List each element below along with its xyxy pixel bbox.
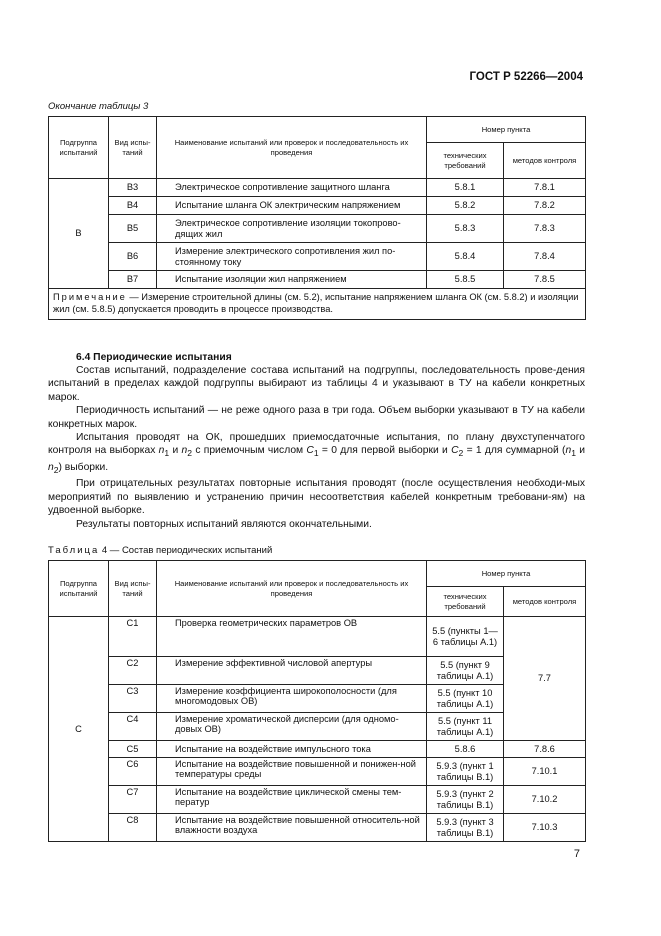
col-kind-header: Вид испы-таний xyxy=(109,561,157,617)
req-cell: 5.9.3 (пункт 3 таблицы В.1) xyxy=(427,814,504,842)
col-clause-header: Номер пункта xyxy=(427,561,586,587)
req-cell: 5.8.2 xyxy=(427,197,504,215)
kind-cell: С8 xyxy=(109,814,157,842)
kind-cell: С5 xyxy=(109,741,157,758)
paragraph xyxy=(48,431,585,477)
table4-caption xyxy=(48,545,272,556)
subscript: 1 xyxy=(164,448,170,459)
name-cell: Испытание на воздействие повышенной и понижен-ной температуры среды xyxy=(157,758,427,786)
symbol: C xyxy=(306,445,314,457)
caption-label: Таблица xyxy=(48,545,100,556)
col-kind-header: Вид испы-таний xyxy=(109,117,157,179)
table3-caption: Окончание таблицы 3 xyxy=(48,101,149,112)
text: = 1 для суммарной ( xyxy=(463,445,566,457)
text: ) выборки. xyxy=(58,461,109,473)
kind-cell: С4 xyxy=(109,713,157,741)
table-row xyxy=(49,786,586,814)
name-cell: Испытание шланга ОК электрическим напряжением xyxy=(157,197,427,215)
note-label: Примечание xyxy=(53,292,127,302)
name-cell: Испытание на воздействие повышенной относитель-ной влажности воздуха xyxy=(157,814,427,842)
text: Испытания проводят на ОК, прошедших приемосдаточные испытания, по плану двухступенчатого контроля на выборках xyxy=(48,432,585,457)
caption-text: 4 — Состав периодических испытаний xyxy=(99,545,273,556)
col-method-header: методов контроля xyxy=(504,587,586,617)
table-row xyxy=(49,617,586,657)
table3-note xyxy=(49,289,586,320)
method-cell: 7.8.5 xyxy=(504,271,586,289)
paragraph: Результаты повторных испытаний являются окончательными. xyxy=(76,518,372,530)
table-row xyxy=(49,814,586,842)
subscript: 2 xyxy=(53,464,59,475)
symbol: n xyxy=(158,445,165,457)
name-cell: Измерение коэффициента широкополосности (для многомодовых ОВ) xyxy=(157,685,427,713)
method-cell: 7.8.4 xyxy=(504,243,586,271)
group-cell: В xyxy=(49,179,109,289)
kind-cell: В5 xyxy=(109,215,157,243)
name-cell: Испытание на воздействие циклической смены тем-ператур xyxy=(157,786,427,814)
note-text: — Измерение строительной длины (см. 5.2), испытание напряжением шланга ОК (см. 5.8.2) и изоляции жил (см. 5.8.5) допускается проводить в процессе производства. xyxy=(53,292,579,314)
col-method-header: методов контроля xyxy=(504,143,586,179)
subscript: 1 xyxy=(313,448,319,459)
table-row xyxy=(49,271,586,289)
req-cell: 5.5 (пункт 11 таблицы А.1) xyxy=(427,713,504,741)
kind-cell: С1 xyxy=(109,617,157,657)
name-cell: Испытание на воздействие импульсного тока xyxy=(157,741,427,758)
method-cell: 7.8.2 xyxy=(504,197,586,215)
req-cell: 5.5 (пункт 10 таблицы А.1) xyxy=(427,685,504,713)
paragraph: Периодичность испытаний — не реже одного раза в три года. Объем выборки указывают в ТУ на кабели конкретных марок. xyxy=(48,405,585,430)
name-cell: Измерение эффективной числовой апертуры xyxy=(157,657,427,685)
merged-method-cell: 7.7 xyxy=(504,617,586,741)
req-cell: 5.8.3 xyxy=(427,215,504,243)
section-title: 6.4 Периодические испытания xyxy=(76,352,232,363)
symbol: n xyxy=(565,445,572,457)
document-id: ГОСТ Р 52266—2004 xyxy=(469,71,583,83)
symbol: n xyxy=(48,461,54,473)
method-cell: 7.8.1 xyxy=(504,179,586,197)
symbol: C xyxy=(451,445,459,457)
method-cell: 7.10.1 xyxy=(504,758,586,786)
col-clause-header: Номер пункта xyxy=(427,117,586,143)
req-cell: 5.8.5 xyxy=(427,271,504,289)
table-row xyxy=(49,741,586,758)
section-body xyxy=(48,364,585,531)
req-cell: 5.8.1 xyxy=(427,179,504,197)
kind-cell: С3 xyxy=(109,685,157,713)
kind-cell: В6 xyxy=(109,243,157,271)
method-cell: 7.8.6 xyxy=(504,741,586,758)
table-row xyxy=(49,215,586,243)
req-cell: 5.5 (пункт 9 таблицы А.1) xyxy=(427,657,504,685)
col-name-header: Наименование испытаний или проверок и последовательность их проведения xyxy=(157,117,427,179)
text: = 0 для первой выборки и xyxy=(318,445,452,457)
subscript: 2 xyxy=(458,448,464,459)
col-req-header: технических требований xyxy=(427,587,504,617)
symbol: n xyxy=(181,445,188,457)
col-name-header: Наименование испытаний или проверок и последовательность их проведения xyxy=(157,561,427,617)
text: и xyxy=(169,445,182,457)
kind-cell: С6 xyxy=(109,758,157,786)
text: с приемочным числом xyxy=(192,445,307,457)
table-row xyxy=(49,197,586,215)
method-cell: 7.10.3 xyxy=(504,814,586,842)
subscript: 2 xyxy=(187,448,193,459)
kind-cell: С2 xyxy=(109,657,157,685)
col-req-header: технических требований xyxy=(427,143,504,179)
name-cell: Измерение электрического сопротивления жил по-стоянному току xyxy=(157,243,427,271)
name-cell: Проверка геометрических параметров ОВ xyxy=(157,617,427,657)
method-cell: 7.10.2 xyxy=(504,786,586,814)
subscript: 1 xyxy=(571,448,576,459)
name-cell: Электрическое сопротивление защитного шланга xyxy=(157,179,427,197)
kind-cell: В4 xyxy=(109,197,157,215)
req-cell: 5.8.4 xyxy=(427,243,504,271)
name-cell: Измерение хроматической дисперсии (для одномо-довых ОВ) xyxy=(157,713,427,741)
req-cell: 5.8.6 xyxy=(427,741,504,758)
group-cell: С xyxy=(49,617,109,842)
kind-cell: В3 xyxy=(109,179,157,197)
col-group-header: Подгруппа испытаний xyxy=(49,561,109,617)
col-group-header: Подгруппа испытаний xyxy=(49,117,109,179)
table3 xyxy=(48,116,586,320)
paragraph: Состав испытаний, подразделение состава испытаний на подгруппы, последовательность прове-дения испытаний в пределах каждой подгруппы выбирают из таблицы 4 и указывают в ТУ на кабели конкретных марок. xyxy=(48,365,585,403)
kind-cell: В7 xyxy=(109,271,157,289)
req-cell: 5.9.3 (пункт 1 таблицы В.1) xyxy=(427,758,504,786)
req-cell: 5.5 (пункты 1—6 таблицы А.1) xyxy=(427,617,504,657)
table-row xyxy=(49,179,586,197)
method-cell: 7.8.3 xyxy=(504,215,586,243)
page-number: 7 xyxy=(573,848,580,860)
paragraph: При отрицательных результатах повторные испытания проводят (после осуществления необходи-мых мероприятий по выявлению и устранению причин несоответствия кабелей конкретным требовани-ям) на удвоенной выборке. xyxy=(48,478,585,517)
name-cell: Электрическое сопротивление изоляции токопрово-дящих жил xyxy=(157,215,427,243)
table-row xyxy=(49,758,586,786)
table4 xyxy=(48,560,586,842)
text: и xyxy=(575,445,586,457)
table-row xyxy=(49,243,586,271)
kind-cell: С7 xyxy=(109,786,157,814)
name-cell: Испытание изоляции жил напряжением xyxy=(157,271,427,289)
req-cell: 5.9.3 (пункт 2 таблицы В.1) xyxy=(427,786,504,814)
